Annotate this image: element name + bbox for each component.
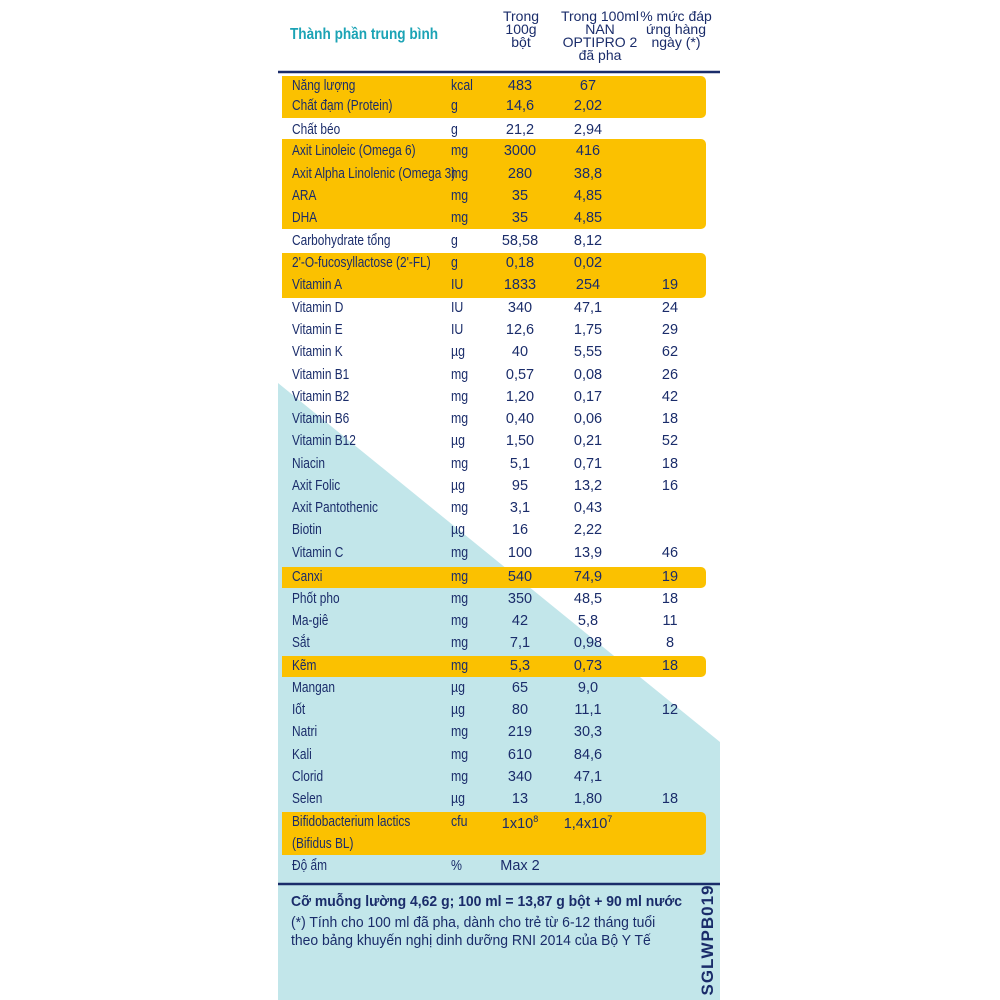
value-per-100g: 280 xyxy=(507,166,533,182)
rni-percent: 26 xyxy=(661,367,679,383)
value-per-100ml: 2,94 xyxy=(573,122,603,138)
value-per-100ml: 2,22 xyxy=(573,522,603,538)
unit: IU xyxy=(451,300,464,316)
value-per-100g: 0,57 xyxy=(505,367,535,383)
unit: µg xyxy=(451,478,465,494)
nutrient-name: Vitamin E xyxy=(292,322,343,338)
nutrient-name: Vitamin D xyxy=(292,300,344,316)
unit: µg xyxy=(451,791,465,807)
nutrient-name: Mangan xyxy=(292,680,335,696)
exponent: 7 xyxy=(607,814,613,824)
nutrient-name: Axit Alpha Linolenic (Omega 3) xyxy=(292,166,456,182)
unit: mg xyxy=(451,635,469,651)
value-per-100g: 340 xyxy=(507,769,533,785)
nutrient-name: Vitamin B1 xyxy=(292,367,350,383)
value-per-100g: 21,2 xyxy=(505,122,535,138)
value-per-100g: 95 xyxy=(511,478,529,494)
nutrient-name: Chất đạm (Protein) xyxy=(292,98,393,114)
value-per-100ml: 47,1 xyxy=(573,300,603,316)
value-per-100ml: 1,80 xyxy=(573,791,603,807)
unit: µg xyxy=(451,522,465,538)
value-per-100g: 3,1 xyxy=(509,500,531,516)
value-per-100g: 65 xyxy=(511,680,529,696)
rni-percent: 16 xyxy=(661,478,679,494)
nutrient-name: Kẽm xyxy=(292,658,317,674)
rni-percent: 18 xyxy=(661,411,679,427)
unit: kcal xyxy=(451,78,473,94)
nutrient-name: (Bifidus BL) xyxy=(292,836,354,852)
nutrient-name: Vitamin A xyxy=(292,277,343,293)
value-per-100g: 7,1 xyxy=(509,635,531,651)
rni-percent: 18 xyxy=(661,456,679,472)
nutrient-name: ARA xyxy=(292,188,317,204)
value-per-100ml: 84,6 xyxy=(573,747,603,763)
value-per-100g: 14,6 xyxy=(505,98,535,114)
value-per-100g: 219 xyxy=(507,724,533,740)
value-per-100ml: 4,85 xyxy=(573,188,603,204)
unit: mg xyxy=(451,613,469,629)
value-per-100g: 35 xyxy=(511,210,529,226)
nutrient-name: 2'-O-fucosyllactose (2'-FL) xyxy=(292,255,431,271)
nutrient-name: Axit Linoleic (Omega 6) xyxy=(292,143,416,159)
value-per-100g: 58,58 xyxy=(501,233,539,249)
unit: µg xyxy=(451,433,465,449)
unit: mg xyxy=(451,591,469,607)
value-per-100g: 12,6 xyxy=(505,322,535,338)
rni-percent: 11 xyxy=(662,613,678,629)
nutrient-name: Biotin xyxy=(292,522,322,538)
value-per-100ml: 0,06 xyxy=(573,411,603,427)
rni-percent: 19 xyxy=(661,277,679,293)
nutrient-name: Selen xyxy=(292,791,323,807)
value-per-100ml: 0,17 xyxy=(573,389,603,405)
rni-percent: 18 xyxy=(661,658,679,674)
nutrient-name: Kali xyxy=(292,747,312,763)
nutrient-name: Niacin xyxy=(292,456,326,472)
value-per-100g: Max 2 xyxy=(500,858,540,874)
unit: mg xyxy=(451,500,469,516)
value-per-100g: 610 xyxy=(507,747,533,763)
serving-size: Cỡ muỗng lường 4,62 g; 100 ml = 13,87 g bột + 90 ml nước xyxy=(291,893,683,910)
nutrient-name: Phốt pho xyxy=(292,591,340,607)
rni-percent: 29 xyxy=(661,322,679,338)
nutrient-name: Iốt xyxy=(292,702,306,718)
nutrient-name: DHA xyxy=(292,210,318,226)
value-per-100ml: 47,1 xyxy=(573,769,603,785)
nutrient-name: Canxi xyxy=(292,569,323,585)
unit: mg xyxy=(451,188,469,204)
nutrient-name: Vitamin B12 xyxy=(292,433,356,449)
value-per-100ml: 0,02 xyxy=(573,255,603,271)
value-per-100ml: 0,71 xyxy=(573,456,603,472)
value-per-100ml: 74,9 xyxy=(573,569,603,585)
nutrient-name: Vitamin K xyxy=(292,344,343,360)
unit: g xyxy=(451,233,458,249)
nutrient-name: Axit Pantothenic xyxy=(292,500,378,516)
value-per-100g: $1x10^8$ xyxy=(501,814,539,832)
value-per-100g: 540 xyxy=(507,569,533,585)
value-per-100g: 13 xyxy=(511,791,529,807)
rni-footnote: (*) Tính cho 100 ml đã pha, dành cho trẻ từ 6-12 tháng tuổi theo bảng khuyến nghị dinh dưỡng RNI 2014 của Bộ Y Tế xyxy=(291,914,656,949)
unit: mg xyxy=(451,569,469,585)
value-per-100ml: 11,1 xyxy=(574,702,602,718)
header-per-100g: Trong 100g bột xyxy=(502,8,540,50)
unit: IU xyxy=(451,277,464,293)
value-per-100g: 40 xyxy=(511,344,529,360)
nutrient-name: Sắt xyxy=(292,635,310,651)
exponent: 8 xyxy=(533,814,539,824)
nutrient-name: Vitamin C xyxy=(292,545,344,561)
nutrient-name: Độ ẩm xyxy=(292,858,328,874)
nutrient-name: Vitamin B6 xyxy=(292,411,350,427)
unit: µg xyxy=(451,680,465,696)
unit: mg xyxy=(451,724,469,740)
value-per-100ml: 13,2 xyxy=(573,478,603,494)
value-per-100g: 483 xyxy=(507,78,533,94)
value-per-100ml: 4,85 xyxy=(573,210,603,226)
table-title: Thành phần trung bình xyxy=(290,26,439,43)
value-per-100g: 1,20 xyxy=(505,389,535,405)
nutrient-name: Carbohydrate tổng xyxy=(292,233,391,249)
value-per-100ml: 9,0 xyxy=(577,680,599,696)
rni-percent: 24 xyxy=(661,300,679,316)
product-code: SGLWPB019 xyxy=(698,884,717,996)
value-per-100ml: 5,55 xyxy=(573,344,603,360)
value-per-100ml: 416 xyxy=(575,143,601,159)
value-per-100g: 16 xyxy=(511,522,529,538)
nutrient-name: Clorid xyxy=(292,769,324,785)
unit: mg xyxy=(451,367,469,383)
value-per-100ml: 13,9 xyxy=(573,545,603,561)
value-per-100g: 42 xyxy=(511,613,529,629)
nutrient-name: Năng lượng xyxy=(292,78,356,94)
value-per-100ml: 38,8 xyxy=(573,166,603,182)
unit: mg xyxy=(451,143,469,159)
value-per-100ml: 0,43 xyxy=(573,500,603,516)
unit: % xyxy=(451,858,462,874)
rni-percent: 18 xyxy=(661,591,679,607)
value-per-100g: 35 xyxy=(511,188,529,204)
unit: g xyxy=(451,122,458,138)
rni-percent: 62 xyxy=(661,344,679,360)
unit: mg xyxy=(451,411,469,427)
rni-percent: 42 xyxy=(661,389,679,405)
unit: IU xyxy=(451,322,464,338)
rni-percent: 19 xyxy=(661,569,679,585)
value-per-100g: 5,1 xyxy=(509,456,531,472)
unit: mg xyxy=(451,658,469,674)
rni-percent: 8 xyxy=(665,635,675,651)
value-per-100ml: 48,5 xyxy=(573,591,603,607)
rni-percent: 52 xyxy=(661,433,679,449)
value-per-100ml: 67 xyxy=(579,78,597,94)
unit: mg xyxy=(451,545,469,561)
unit: mg xyxy=(451,210,469,226)
unit: mg xyxy=(451,747,469,763)
unit: mg xyxy=(451,456,469,472)
value-per-100g: 340 xyxy=(507,300,533,316)
value-per-100g: 1,50 xyxy=(505,433,535,449)
unit: g xyxy=(451,255,458,271)
unit: mg xyxy=(451,389,469,405)
header-per-100ml: Trong 100ml NAN OPTIPRO 2 đã pha xyxy=(560,8,640,63)
header-rni-percent: % mức đáp ứng hàng ngày (*) xyxy=(640,8,712,50)
value-per-100ml: 5,8 xyxy=(577,613,599,629)
value-per-100g: 0,40 xyxy=(505,411,535,427)
rni-percent: 18 xyxy=(661,791,679,807)
unit: µg xyxy=(451,702,465,718)
value-per-100ml: 254 xyxy=(575,277,601,293)
value-per-100g: 350 xyxy=(507,591,533,607)
value-per-100ml: 8,12 xyxy=(573,233,603,249)
value-per-100ml: 0,73 xyxy=(573,658,603,674)
value-per-100g: 5,3 xyxy=(509,658,531,674)
nutrient-name: Chất béo xyxy=(292,122,341,138)
value-per-100ml: 1,75 xyxy=(573,322,603,338)
nutrient-name: Bifidobacterium lactics xyxy=(292,814,411,830)
value-per-100g: 0,18 xyxy=(505,255,535,271)
value-per-100ml: 30,3 xyxy=(573,724,603,740)
value-per-100g: 3000 xyxy=(503,143,537,159)
rni-percent: 46 xyxy=(661,545,679,561)
unit: mg xyxy=(451,769,469,785)
value-per-100ml: 0,08 xyxy=(573,367,603,383)
nutrient-name: Ma-giê xyxy=(292,613,329,629)
unit: cfu xyxy=(451,814,468,830)
rni-percent: 12 xyxy=(661,702,679,718)
unit: µg xyxy=(451,344,465,360)
unit: g xyxy=(451,98,458,114)
value-per-100g: 1833 xyxy=(503,277,537,293)
value-per-100ml: 0,21 xyxy=(573,433,603,449)
unit: mg xyxy=(451,166,469,182)
value-per-100ml: $1,4x10^7$ xyxy=(563,814,613,832)
nutrient-name: Axit Folic xyxy=(292,478,341,494)
nutrient-name: Vitamin B2 xyxy=(292,389,350,405)
value-per-100g: 80 xyxy=(511,702,529,718)
value-per-100ml: 0,98 xyxy=(573,635,603,651)
nutrient-name: Natri xyxy=(292,724,318,740)
value-per-100g: 100 xyxy=(507,545,533,561)
value-per-100ml: 2,02 xyxy=(573,98,603,114)
